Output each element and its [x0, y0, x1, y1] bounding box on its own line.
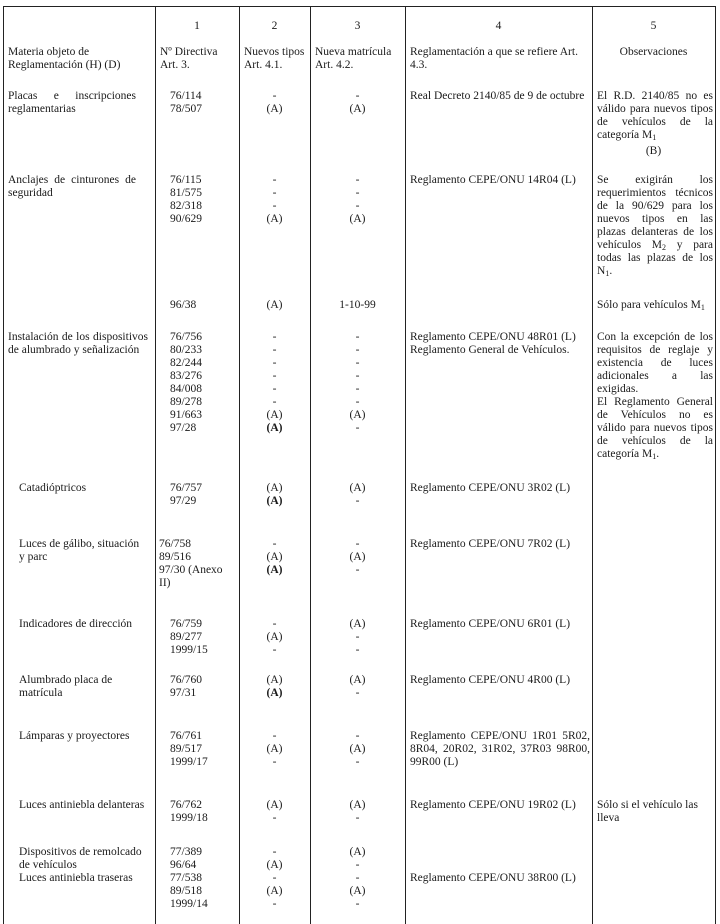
header-directiva: Nº Directiva Art. 3. [160, 46, 218, 71]
row-catadioptricos-matricula: (A) - [349, 482, 366, 507]
row-indicadores-matricula: (A) - - [349, 618, 366, 656]
column-number-1: 1 [194, 20, 200, 32]
row-catadioptricos-reglamentacion: Reglamento CEPE/ONU 3R02 (L) [410, 482, 571, 494]
column-divider-4 [405, 6, 406, 924]
header-materia: Materia objeto de Reglamentación (H) (D) [8, 46, 121, 71]
row-lamparas-nuevos: - (A) - [266, 730, 283, 768]
row-instalacion-obs-b: El Reglamento General de Vehículos no es válido para nuevos tipos de vehículos de la categoría M [597, 396, 713, 460]
row-antiniebla-tras-directivas: 77/538 89/518 1999/14 [170, 872, 208, 910]
row-placas-obs-sub: 1 [652, 133, 657, 142]
row-instalacion-reglamentacion: Reglamento CEPE/ONU 48R01 (L) Reglamento General de Vehículos. [410, 331, 576, 356]
column-divider-3 [310, 6, 311, 924]
row-placa-matricula-nuevos [239, 674, 310, 700]
row-anclajes-obs-b: y para todas las plazas de los N [597, 239, 713, 277]
row-anclajes-96-obs-text: Sólo para vehículos M [597, 299, 701, 311]
row-catadioptricos-nuevos-bold: (A) [266, 495, 283, 507]
table-border-right [715, 6, 716, 924]
row-anclajes-observaciones [597, 174, 713, 278]
row-antiniebla-del-reglamentacion: Reglamento CEPE/ONU 19R02 (L) [410, 799, 576, 811]
row-antiniebla-del-matricula: (A) - [349, 799, 366, 824]
row-galibo-materia: Luces de gálibo, situación y parc [19, 538, 140, 563]
row-antiniebla-del-materia: Luces antiniebla delanteras [19, 799, 145, 811]
row-anclajes-nuevos: - - - (A) [266, 174, 283, 225]
row-placas-obs-text: El R.D. 2140/85 no es válido para nuevos tipos de vehículos de la categoría M [597, 90, 713, 141]
row-galibo-matricula: - (A) - [349, 538, 366, 576]
row-placa-matricula-matricula: (A) - [349, 674, 366, 699]
column-divider-2 [239, 6, 240, 924]
table-border-top [3, 6, 716, 7]
row-instalacion-obs-end: . [656, 448, 660, 460]
row-catadioptricos-nuevos [239, 482, 310, 508]
row-placa-matricula-nuevos-bold: (A) [266, 687, 283, 699]
row-lamparas-matricula: - (A) - [349, 730, 366, 768]
row-remolcado-materia: Dispositivos de remolcado de vehículos [19, 846, 142, 871]
header-observaciones: Observaciones [619, 46, 688, 58]
row-placa-matricula-nuevos-plain: (A) [266, 674, 283, 686]
row-placas-directivas: 76/114 78/507 [170, 90, 202, 115]
column-number-2: 2 [271, 20, 278, 32]
row-instalacion-directivas: 76/756 80/233 82/244 83/276 84/008 89/278 91/663 97/28 [170, 331, 202, 434]
row-indicadores-nuevos: - (A) - [266, 618, 283, 656]
header-nueva-matricula: Nueva matrícula Art. 4.2. [315, 46, 392, 71]
row-galibo-directivas: 76/758 89/516 97/30 (Anexo II) [159, 538, 223, 589]
row-anclajes-96-observaciones [597, 299, 713, 312]
row-anclajes-96-matricula: 1-10-99 [339, 299, 376, 311]
row-placa-matricula-reglamentacion: Reglamento CEPE/ONU 4R00 (L) [410, 674, 571, 686]
row-anclajes-materia: Anclajes de cinturones de seguridad [8, 174, 136, 199]
row-catadioptricos-nuevos-plain: (A) [266, 482, 283, 494]
row-instalacion-obs-a: Con la excepción de los requisitos de reglaje y existencia de luces adicionales a las exigidas. [597, 331, 713, 395]
row-anclajes-reglamentacion: Reglamento CEPE/ONU 14R04 (L) [410, 174, 576, 186]
row-anclajes-obs-end: . [609, 265, 613, 277]
row-antiniebla-tras-materia: Luces antiniebla traseras [19, 872, 133, 884]
column-divider-5 [592, 6, 593, 924]
row-instalacion-nuevos-bold: (A) [266, 422, 283, 434]
row-lamparas-directivas: 76/761 89/517 1999/17 [170, 730, 208, 768]
row-antiniebla-del-observaciones: Sólo si el vehículo las lleva [597, 799, 698, 824]
row-remolcado-directivas: 77/389 96/64 [170, 846, 202, 871]
row-antiniebla-tras-matricula: - (A) - [349, 872, 366, 910]
row-instalacion-obs-b-sub: 1 [652, 452, 657, 461]
row-placa-matricula-directivas: 76/760 97/31 [170, 674, 202, 699]
row-galibo-reglamentacion: Reglamento CEPE/ONU 7R02 (L) [410, 538, 571, 550]
row-placa-matricula-materia: Alumbrado placa de matrícula [19, 674, 113, 699]
row-indicadores-directivas: 76/759 89/277 1999/15 [170, 618, 208, 656]
row-anclajes-96-obs-sub: 1 [700, 303, 705, 312]
row-galibo-nuevos-plain: - (A) [266, 538, 283, 563]
row-instalacion-materia: Instalación de los dispositivos de alumbrado y señalización [8, 331, 148, 356]
row-anclajes-matricula: - - - (A) [349, 174, 366, 225]
column-number-4: 4 [495, 20, 502, 32]
row-catadioptricos-materia: Catadióptricos [19, 482, 87, 494]
row-placas-materia: Placas e inscripciones reglamentarias [8, 90, 136, 115]
row-anclajes-directivas: 76/115 81/575 82/318 90/629 [170, 174, 202, 225]
header-reglamentacion: Reglamentación a que se refiere Art. 4.3. [410, 46, 578, 71]
column-number-5: 5 [650, 20, 657, 32]
row-anclajes-obs-a-sub: 2 [662, 243, 667, 252]
row-antiniebla-tras-nuevos: - (A) - [266, 872, 283, 910]
row-instalacion-nuevos [239, 331, 310, 435]
row-instalacion-obs-b-block [597, 396, 713, 461]
row-placas-matricula: - (A) [349, 90, 366, 115]
row-indicadores-reglamentacion: Reglamento CEPE/ONU 6R01 (L) [410, 618, 571, 630]
row-placas-observaciones [597, 90, 713, 142]
row-indicadores-materia: Indicadores de dirección [19, 618, 133, 630]
row-antiniebla-del-directivas: 76/762 1999/18 [170, 799, 208, 824]
row-catadioptricos-directivas: 76/757 97/29 [170, 482, 202, 507]
column-divider-1 [155, 6, 156, 924]
column-number-3: 3 [354, 20, 361, 32]
table-border-left [3, 6, 4, 924]
header-nuevos-tipos: Nuevos tipos Art. 4.1. [244, 46, 305, 71]
row-anclajes-96-nuevos: (A) [266, 299, 283, 311]
row-anclajes-obs-a: Se exigirán los requerimientos técnicos de la 90/629 para los nuevos tipos en las plazas delanteras de los vehículos M [597, 174, 713, 251]
row-antiniebla-tras-reglamentacion: Reglamento CEPE/ONU 38R00 (L) [410, 872, 576, 884]
row-placas-reglamentacion: Real Decreto 2140/85 de 9 de octubre [410, 90, 585, 102]
row-instalacion-nuevos-plain: - - - - - - (A) [266, 331, 283, 421]
row-instalacion-matricula: - - - - - - (A) - [349, 331, 366, 434]
row-galibo-nuevos [239, 538, 310, 577]
row-lamparas-reglamentacion: Reglamento CEPE/ONU 1R01 5R02, 8R04, 20R02, 31R02, 37R03 98R00, 99R00 (L) [410, 730, 590, 768]
row-anclajes-96-directiva: 96/38 [170, 299, 197, 311]
row-placas-nuevos: - (A) [266, 90, 283, 115]
row-placas-obs-b: (B) [645, 145, 662, 157]
row-lamparas-materia: Lámparas y proyectores [19, 730, 130, 742]
row-remolcado-nuevos: - (A) [266, 846, 283, 871]
row-anclajes-obs-b-sub: 1 [605, 269, 610, 278]
row-antiniebla-del-nuevos: (A) - [266, 799, 283, 824]
row-galibo-nuevos-bold: (A) [266, 564, 283, 576]
row-remolcado-matricula: (A) - [349, 846, 366, 871]
